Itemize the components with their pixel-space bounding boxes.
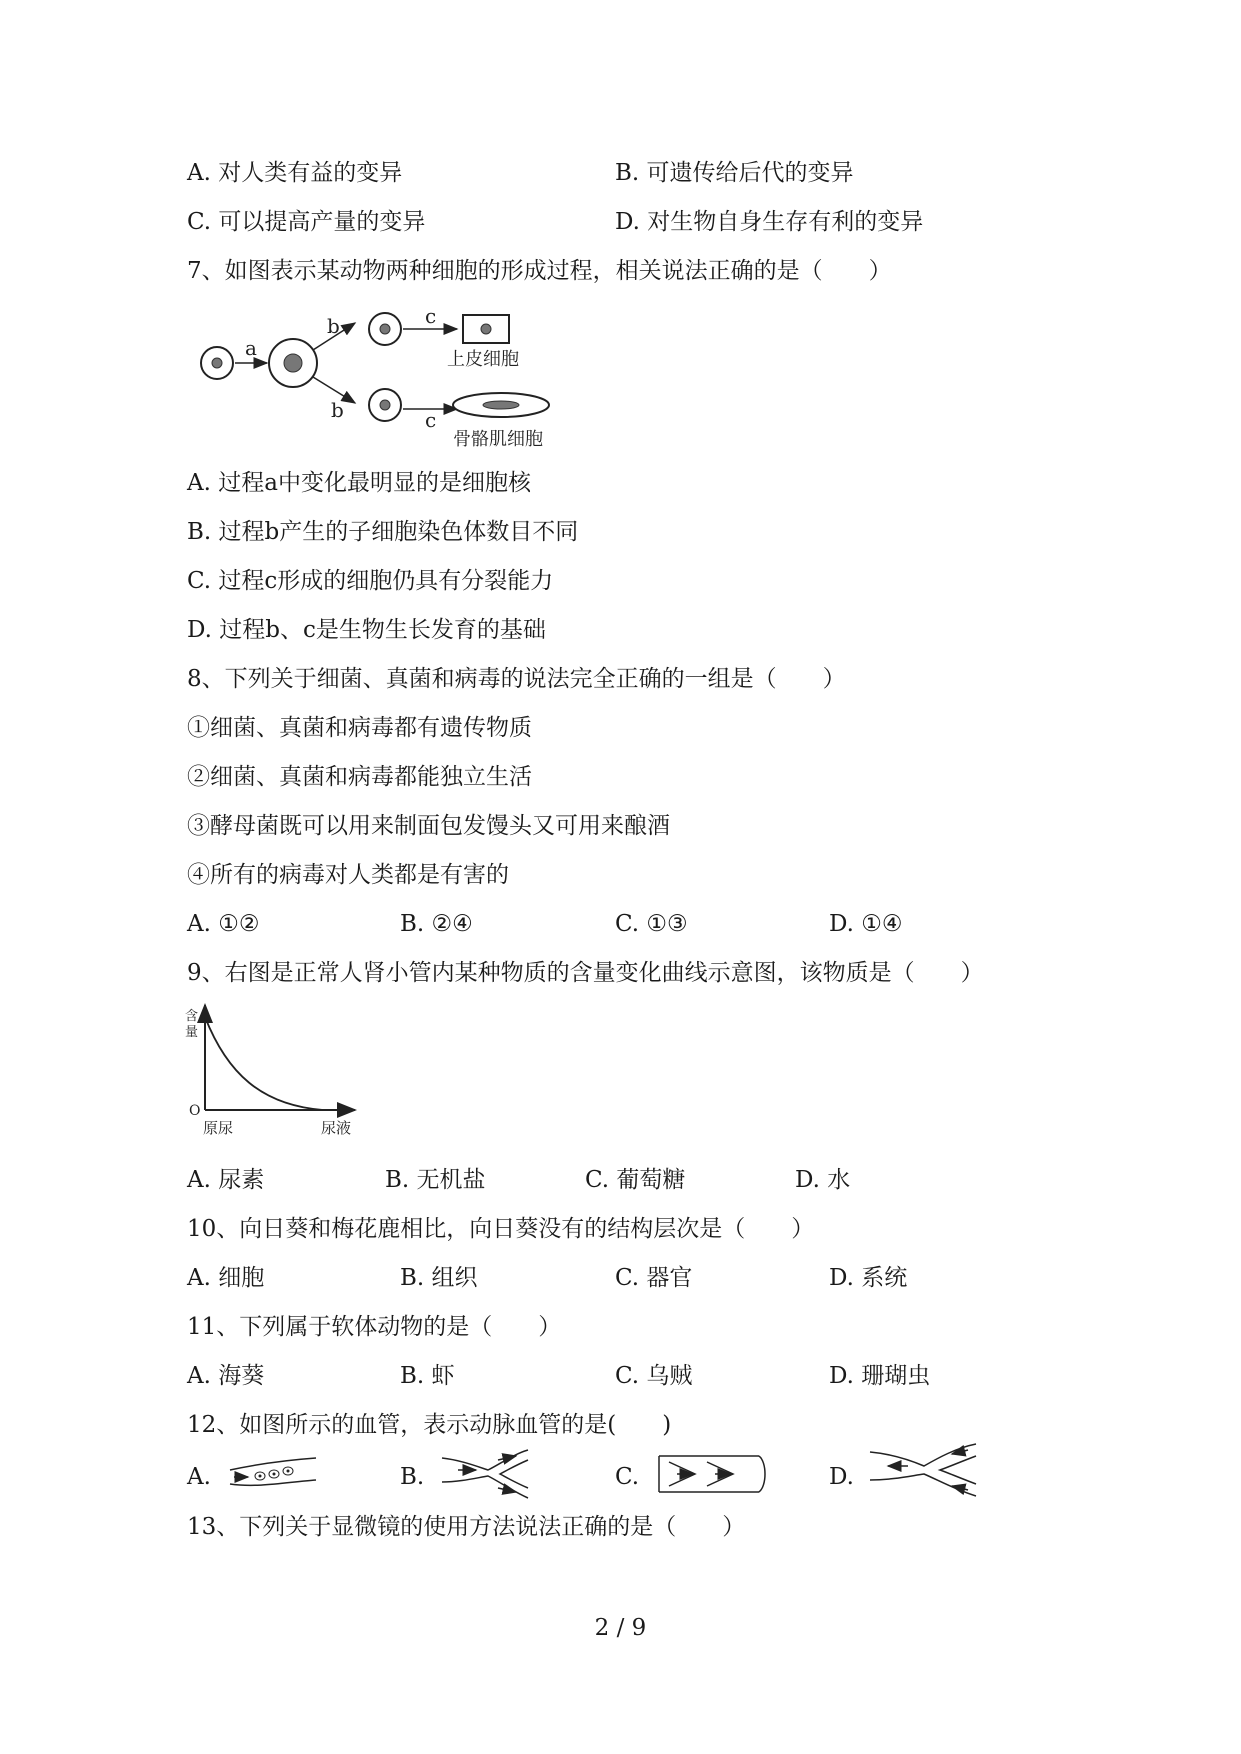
x-label-left: 原尿 (203, 1119, 234, 1137)
q6-option-a: A. 对人类有益的变异 (187, 160, 403, 186)
muscle-cell-label: 骨骼肌细胞 (453, 429, 543, 450)
q7-option-b: B. 过程b产生的子细胞染色体数目不同 (187, 519, 579, 545)
origin-label: O (189, 1103, 201, 1119)
q7-cell-diagram (195, 305, 575, 455)
q10-option-a: A. 细胞 (187, 1265, 265, 1291)
label-b-top: b (327, 314, 340, 338)
q12-option-c-label: C. (615, 1464, 640, 1490)
q12-vessel-a (228, 1456, 318, 1496)
label-c-top: c (425, 304, 437, 328)
label-c-bottom: c (425, 408, 437, 432)
q8-option-a: A. ①② (187, 911, 260, 937)
q11-option-c: C. 乌贼 (615, 1363, 693, 1389)
q12-vessel-c (655, 1452, 765, 1496)
q7-option-a: A. 过程a中变化最明显的是细胞核 (187, 470, 531, 496)
q9-concentration-curve (183, 1003, 363, 1143)
q6-option-d: D. 对生物自身生存有利的变异 (615, 209, 924, 235)
q11-stem: 11、下列属于软体动物的是（ ） (187, 1314, 562, 1340)
q10-option-d: D. 系统 (829, 1265, 908, 1291)
q11-option-a: A. 海葵 (187, 1363, 265, 1389)
q8-statement-3: ③酵母菌既可以用来制面包发馒头又可用来酿酒 (187, 813, 670, 839)
q9-option-a: A. 尿素 (187, 1167, 265, 1193)
q12-vessel-d (868, 1440, 978, 1500)
q12-option-a-label: A. (187, 1464, 211, 1490)
skeletal-muscle-cell (453, 393, 549, 417)
epithelial-cell (463, 315, 509, 343)
q7-option-c: C. 过程c形成的细胞仍具有分裂能力 (187, 568, 554, 594)
label-b-bottom: b (331, 398, 344, 422)
q12-option-b-label: B. (400, 1464, 425, 1490)
q7-option-d: D. 过程b、c是生物生长发育的基础 (187, 617, 546, 643)
q10-option-c: C. 器官 (615, 1265, 693, 1291)
grown-cell (269, 339, 317, 387)
y-label-bottom: 量 (185, 1025, 199, 1040)
q9-option-d: D. 水 (795, 1167, 851, 1193)
q8-option-d: D. ①④ (829, 911, 903, 937)
q10-stem: 10、向日葵和梅花鹿相比，向日葵没有的结构层次是（ ） (187, 1216, 815, 1242)
q12-vessel-b (440, 1446, 530, 1502)
q10-option-b: B. 组织 (400, 1265, 478, 1291)
daughter-cell-top (369, 313, 401, 345)
daughter-cell-bottom (369, 389, 401, 421)
q8-statement-1: ①细菌、真菌和病毒都有遗传物质 (187, 715, 532, 741)
q6-option-b: B. 可遗传给后代的变异 (615, 160, 854, 186)
q11-option-b: B. 虾 (400, 1363, 455, 1389)
label-a: a (245, 336, 257, 360)
initial-cell (201, 347, 233, 379)
q8-statement-2: ②细菌、真菌和病毒都能独立生活 (187, 764, 532, 790)
q8-stem: 8、下列关于细菌、真菌和病毒的说法完全正确的一组是（ ） (187, 666, 846, 692)
q12-stem: 12、如图所示的血管，表示动脉血管的是( ) (187, 1412, 672, 1438)
concentration-curve (205, 1017, 323, 1110)
q9-stem: 9、右图是正常人肾小管内某种物质的含量变化曲线示意图，该物质是（ ） (187, 960, 984, 986)
epithelial-cell-label: 上皮细胞 (447, 349, 519, 370)
q11-option-d: D. 珊瑚虫 (829, 1363, 931, 1389)
x-label-right: 尿液 (321, 1119, 352, 1137)
q13-stem: 13、下列关于显微镜的使用方法说法正确的是（ ） (187, 1514, 746, 1540)
q9-option-c: C. 葡萄糖 (585, 1167, 686, 1193)
q9-option-b: B. 无机盐 (385, 1167, 486, 1193)
y-label-top: 含 (185, 1009, 199, 1024)
q8-option-c: C. ①③ (615, 911, 688, 937)
q12-option-d-label: D. (829, 1464, 854, 1490)
q8-option-b: B. ②④ (400, 911, 473, 937)
q6-option-c: C. 可以提高产量的变异 (187, 209, 426, 235)
q7-stem: 7、如图表示某动物两种细胞的形成过程，相关说法正确的是（ ） (187, 258, 892, 284)
page-number: 2 / 9 (594, 1615, 647, 1641)
q8-statement-4: ④所有的病毒对人类都是有害的 (187, 862, 509, 888)
